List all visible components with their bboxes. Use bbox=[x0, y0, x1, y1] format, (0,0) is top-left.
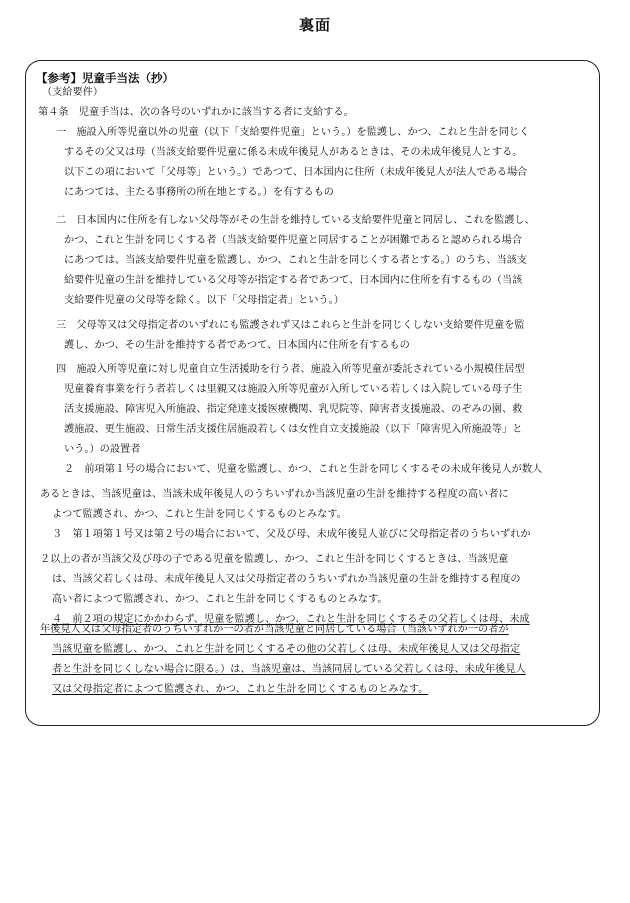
law-line: 四 施設入所等児童に対し児童自立生活援助を行う者、施設入所等児童が委託されている小規模住居型 bbox=[56, 364, 525, 375]
law-line: （支給要件） bbox=[42, 87, 104, 98]
law-line: 支給要件児童の父母等を除く。以下「父母指定者」という。） bbox=[64, 295, 344, 306]
law-line: 護し、かつ、その生計を維持する者であつて、日本国内に住所を有するもの bbox=[64, 340, 410, 351]
law-line: 一 施設入所等児童以外の児童（以下「支給要件児童」という。）を監護し、かつ、これと生計を同じく bbox=[56, 127, 530, 138]
law-line: にあつては、当該支給要件児童を監護し、かつ、これと生計を同じくする者とする。）のうち、当該支 bbox=[64, 255, 528, 266]
law-line: 高い者によつて監護され、かつ、これと生計を同じくするものとみなす。 bbox=[52, 594, 388, 605]
law-line: は、当該父若しくは母、未成年後見人又は父母指定者のうちいずれか当該児童の生計を維持する程度の bbox=[52, 574, 521, 585]
law-line: 活支援施設、障害児入所施設、指定発達支援医療機関、乳児院等、障害者支援施設、のぞみの園、救 bbox=[64, 404, 523, 415]
law-line: ４ 前２項の規定にかかわらず、児童を監護し、かつ、これと生計を同じくするその父若しくは母、未成 bbox=[52, 614, 530, 625]
law-line: 当該児童を監護し、かつ、これと生計を同じくするその他の父若しくは母、未成年後見人又は父母指定 bbox=[52, 644, 521, 655]
law-line: 護施設、更生施設、日常生活支援住居施設若しくは女性自立支援施設（以下「障害児入所施設等」と bbox=[64, 424, 523, 435]
law-line: 第４条 児童手当は、次の各号のいずれかに該当する者に支給する。 bbox=[38, 107, 354, 118]
law-line: ２ 前項第１号の場合において、児童を監護し、かつ、これと生計を同じくするその未成年後見人が数人 bbox=[64, 464, 543, 475]
page-heading: 裏面 bbox=[298, 16, 331, 34]
law-line: 三 父母等又は父母指定者のいずれにも監護されず又はこれらと生計を同じくしない支給要件児童を監 bbox=[56, 320, 525, 331]
law-line: ２以上の者が当該父及び母の子である児童を監護し、かつ、これと生計を同じくするときは、当該児童 bbox=[40, 554, 509, 565]
law-line: ３ 第１項第１号又は第２号の場合において、父及び母、未成年後見人並びに父母指定者のうちいずれか bbox=[52, 529, 531, 540]
law-line: 以下この項において「父母等」という。）であつて、日本国内に住所（未成年後見人が法人である場合 bbox=[64, 167, 528, 178]
law-line: 二 日本国内に住所を有しない父母等がその生計を維持している支給要件児童と同居し、これを監護し、 bbox=[56, 215, 535, 226]
law-line: かつ、これと生計を同じくする者（当該支給要件児童と同居することが困難であると認められる場合 bbox=[64, 235, 523, 246]
law-line: 年後見人又は父母指定者のうちいずれか一の者が当該児童と同居している場合（当該いずれか一の者が bbox=[40, 624, 509, 635]
law-line: いう。）の設置者 bbox=[64, 444, 141, 455]
law-line: にあつては、主たる事務所の所在地とする。）を有するもの bbox=[64, 187, 334, 198]
law-line: あるときは、当該児童は、当該未成年後見人のうちいずれか当該児童の生計を維持する程度の高い者に bbox=[40, 489, 509, 500]
law-line: 児童養育事業を行う者若しくは里親又は施設入所等児童が入所している若しくは入院している母子生 bbox=[64, 384, 523, 395]
reference-box-title: 【参考】児童手当法（抄） bbox=[36, 71, 174, 85]
law-line: 給要件児童の生計を維持している父母等が指定する者であつて、日本国内に住所を有するもの（当該 bbox=[64, 275, 523, 286]
law-line: 又は父母指定者によつて監護され、かつ、これと生計を同じくするものとみなす。 bbox=[52, 684, 429, 695]
law-line: 者と生計を同じくしない場合に限る。）は、当該児童は、当該同居している父若しくは母、未成年後見人 bbox=[52, 664, 526, 675]
law-line: するその父又は母（当該支給要件児童に係る未成年後見人があるときは、その未成年後見人とする。 bbox=[64, 147, 523, 158]
law-line: よつて監護され、かつ、これと生計を同じくするものとみなす。 bbox=[52, 509, 347, 520]
